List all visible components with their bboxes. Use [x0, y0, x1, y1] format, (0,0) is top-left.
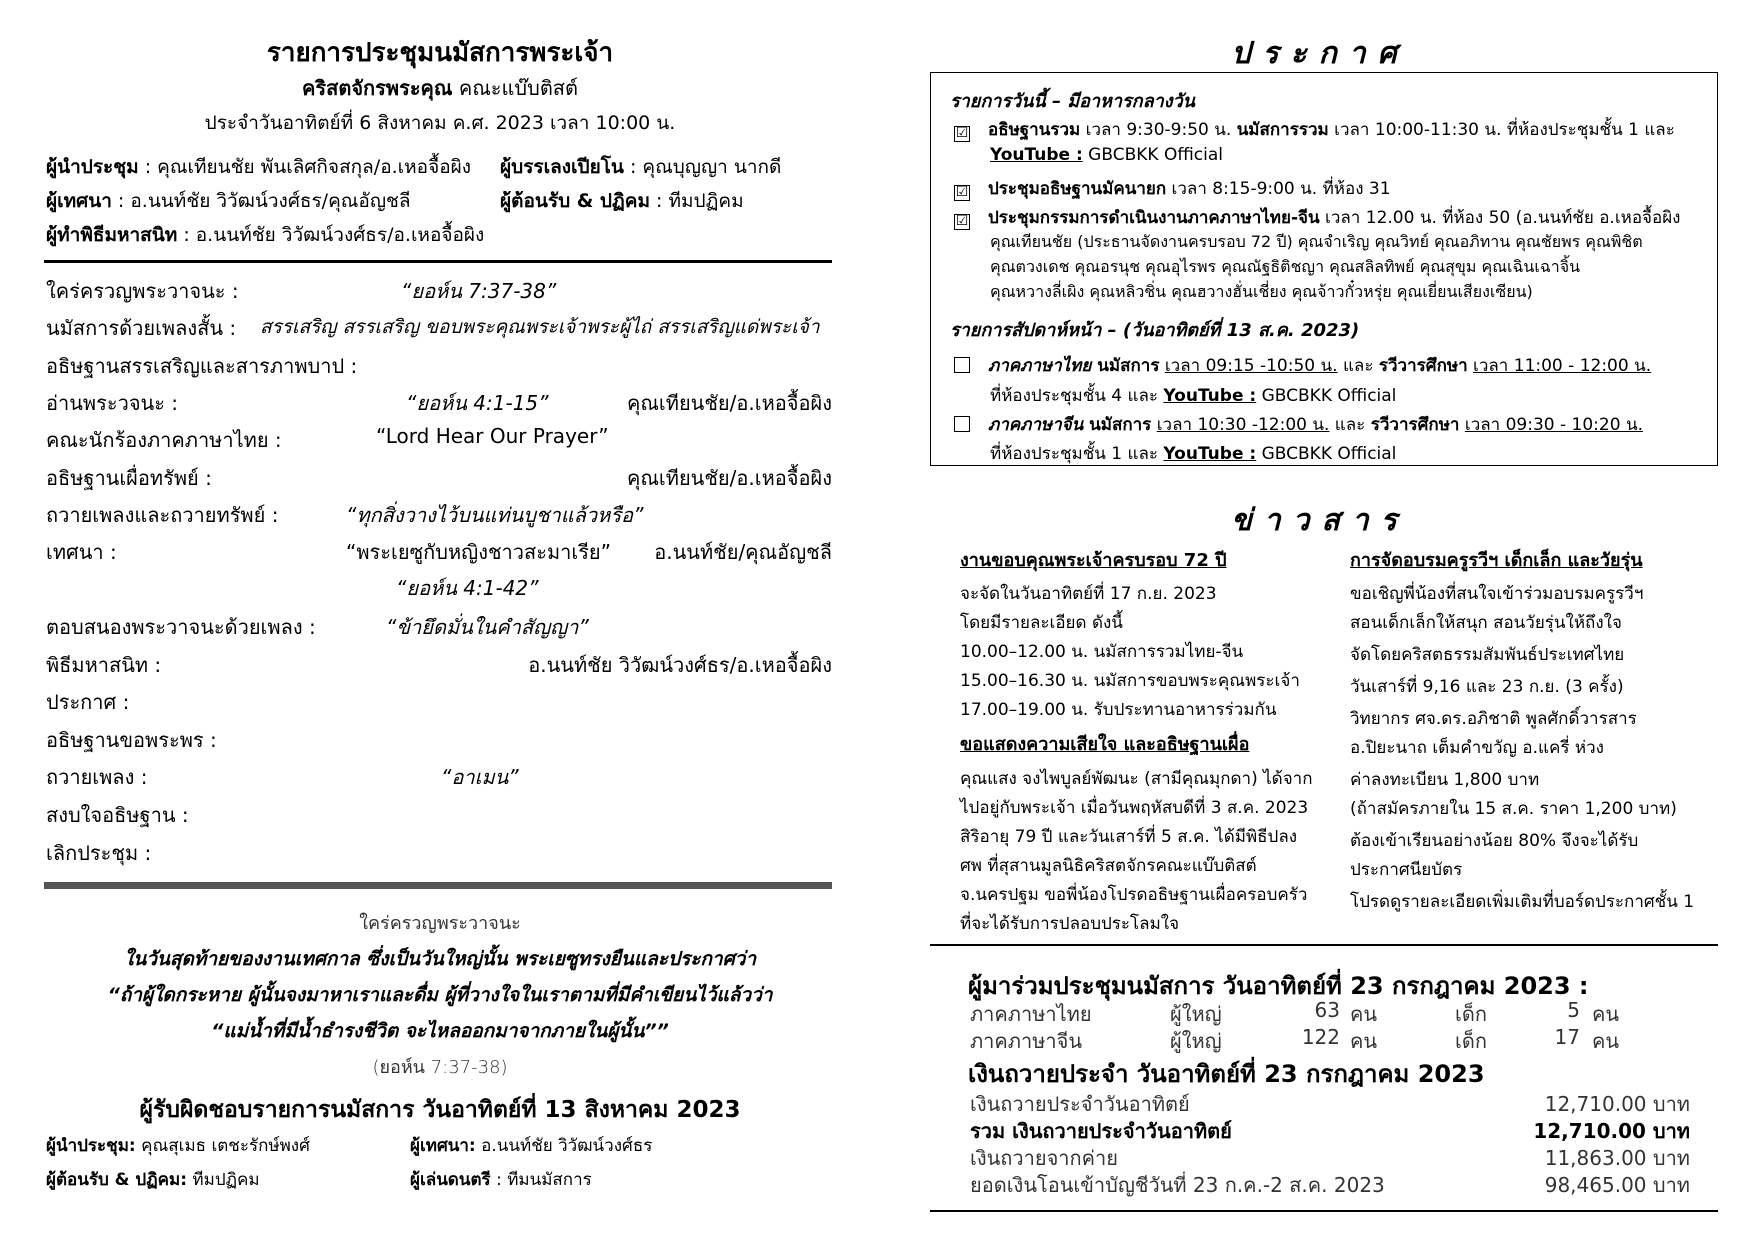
order-item: เทศนา : “พระเยซูกับหญิงชาวสะมาเรีย” อ.นนท์ชัย/คุณอัญชลี [46, 540, 832, 564]
next-week-heading: ผู้รับผิดชอบรายการนมัสการ วันอาทิตย์ที่ 13 สิงหาคม 2023 [139, 1097, 741, 1123]
next-week-item-location: ที่ห้องประชุมชั้น 1 และ YouTube : GBCBKK Official [990, 444, 1397, 464]
meditation-heading: ใคร่ครวญพระวาจนะ [359, 913, 521, 934]
order-item: อธิษฐานขอพระพร : [46, 728, 217, 752]
offering-heading: เงินถวายประจำ วันอาทิตย์ที่ 23 กรกฎาคม 2023 [968, 1060, 1485, 1088]
next-music: ผู้เล่นดนตรี : ทีมนมัสการ [410, 1170, 592, 1190]
news-heading: งานขอบคุณพระเจ้าครบรอบ 72 ปี [960, 550, 1227, 571]
divider [44, 260, 832, 263]
news-line: ศพ ที่สุสานมูลนิธิคริสตจักรคณะแบ๊บติสต์ [960, 856, 1257, 876]
news-line: ประกาศนียบัตร [1350, 860, 1463, 880]
news-line: อ.ปิยะนาถ เต็มคำขวัญ อ.แครี่ ห่วง [1350, 738, 1604, 758]
checkbox-checked-icon: ☑ [955, 213, 969, 229]
role-baptism: ผู้ทำพิธีมหาสนิท : อ.นนท์ชัย วิวัฒน์วงศ์ธร/อ.เหอจื้อผิง [46, 224, 485, 246]
service-date: ประจำวันอาทิตย์ที่ 6 สิงหาคม ค.ศ. 2023 เวลา 10:00 น. [204, 112, 676, 134]
news-line: (ถ้าสมัครภายใน 15 ส.ค. ราคา 1,200 บาท) [1350, 799, 1677, 819]
order-item: “ยอห์น 4:1-42” [396, 576, 539, 600]
news-heading: การจัดอบรมครูรวีฯ เด็กเล็ก และวัยรุ่น [1350, 550, 1643, 571]
attendance-heading: ผู้มาร่วมประชุมนมัสการ วันอาทิตย์ที่ 23 กรกฎาคม 2023 : [968, 972, 1589, 1000]
next-week-item-location: ที่ห้องประชุมชั้น 4 และ YouTube : GBCBKK Official [990, 386, 1397, 406]
next-week-item: ภาคภาษาจีน นมัสการ เวลา 10:30 -12:00 น. และ รวีวารศึกษา เวลา 09:30 - 10:20 น. [954, 411, 1643, 438]
announce-title: ประกาศ [1231, 36, 1409, 71]
news-line: 15.00–16.30 น. นมัสการขอบพระคุณพระเจ้า [960, 671, 1300, 691]
order-item: ตอบสนองพระวาจนะด้วยเพลง : “ข้ายึดมั่นในคำสัญญา” [46, 615, 589, 639]
committee-names: คุณเทียนชัย (ประธานจัดงานครบรอบ 72 ปี) คุณจำเริญ คุณวิทย์ คุณอภิทาน คุณชัยพร คุณพิชิต [990, 232, 1643, 251]
news-line: สิริอายุ 79 ปี และวันเสาร์ที่ 5 ส.ค. ได้มีพิธีปลง [960, 827, 1298, 847]
next-preacher: ผู้เทศนา: อ.นนท์ชัย วิวัฒน์วงศ์ธร [410, 1136, 653, 1156]
news-line: 17.00–19.00 น. รับประทานอาหารร่วมกัน [960, 700, 1277, 720]
news-line: ที่จะได้รับการปลอบประโลมใจ [960, 914, 1180, 934]
attendance-row: ภาคภาษาจีน ผู้ใหญ่ 122 คน เด็ก 17 คน [970, 1025, 1620, 1053]
news-line: สอนเด็กเล็กให้สนุก สอนวัยรุ่นให้ถึงใจ [1350, 613, 1622, 633]
thick-divider [44, 882, 832, 889]
order-item: ประกาศ : [46, 690, 130, 714]
next-leader: ผู้นำประชุม: คุณสุเมธ เตชะรักษ์พงศ์ [46, 1136, 310, 1156]
news-line: ขอเชิญพี่น้องที่สนใจเข้าร่วมอบรมครูรวีฯ [1350, 584, 1644, 604]
news-line: โดยมีรายละเอียด ดังนี้ [960, 613, 1123, 633]
next-usher: ผู้ต้อนรับ & ปฏิคม: ทีมปฏิคม [46, 1170, 260, 1190]
news-line: วันเสาร์ที่ 9,16 และ 23 ก.ย. (3 ครั้ง) [1350, 677, 1624, 697]
order-of-service-panel [0, 0, 860, 1241]
next-week-schedule-heading: รายการสัปดาห์หน้า – (วันอาทิตย์ที่ 13 ส.ค. 2023) [950, 320, 1360, 341]
meditation-line: “ถ้าผู้ใดกระหาย ผู้นั้นจงมาหาเราและดื่ม ผู้ที่วางใจในเราตามที่มีคำเขียนไว้แล้วว่า [107, 984, 773, 1006]
offering-row: เงินถวายจากค่าย 11,863.00 บาท [970, 1146, 1690, 1170]
order-item: ถวายเพลงและถวายทรัพย์ : “ทุกสิ่งวางไว้บนแท่นบูชาแล้วหรือ” [46, 503, 644, 527]
meditation-ref: (ยอห์น 7:37-38) [372, 1057, 508, 1078]
news-line: 10.00–12.00 น. นมัสการรวมไทย-จีน [960, 642, 1244, 662]
role-preacher: ผู้เทศนา : อ.นนท์ชัย วิวัฒน์วงศ์ธร/คุณอัญชลี [46, 190, 411, 212]
news-line: จะจัดในวันอาทิตย์ที่ 17 ก.ย. 2023 [960, 584, 1217, 604]
checkbox-icon [954, 357, 970, 373]
today-item: ☑ อธิษฐานรวม เวลา 9:30-9:50 น. นมัสการรวม เวลา 10:00-11:30 น. ที่ห้องประชุมชั้น 1 และ [955, 120, 1675, 141]
offering-row: เงินถวายประจำวันอาทิตย์ 12,710.00 บาท [970, 1092, 1690, 1116]
news-line: ต้องเข้าเรียนอย่างน้อย 80% จึงจะได้รับ [1350, 831, 1639, 851]
divider [930, 1210, 1718, 1212]
news-line: จ.นครปฐม ขอพี่น้องโปรดอธิษฐานเผื่อครอบครัว [960, 885, 1308, 905]
role-leader: ผู้นำประชุม : คุณเทียนชัย พันเลิศกิจสกุล/อ.เหอจื้อผิง [46, 156, 472, 178]
next-week-item: ภาคภาษาไทย นมัสการ เวลา 09:15 -10:50 น. และ รวีวารศึกษา เวลา 11:00 - 12:00 น. [954, 352, 1651, 379]
news-line: จัดโดยคริสตธรรมสัมพันธ์ประเทศไทย [1350, 645, 1625, 665]
today-item: ☑ ประชุมอธิษฐานมัคนายก เวลา 8:15-9:00 น. ที่ห้อง 31 [955, 179, 1391, 200]
offering-total-row: รวม เงินถวายประจำวันอาทิตย์ 12,710.00 บาท [970, 1119, 1690, 1143]
order-item: ใคร่ครวญพระวาจนะ : “ยอห์น 7:37-38” [46, 279, 557, 303]
church-name: คริสตจักรพระคุณ คณะแบ๊บติสต์ [302, 76, 578, 100]
checkbox-checked-icon: ☑ [955, 125, 969, 141]
order-item: ถวายเพลง : “อาเมน” [46, 765, 519, 789]
news-line: ค่าลงทะเบียน 1,800 บาท [1350, 770, 1540, 790]
page-title: รายการประชุมนมัสการพระเจ้า [266, 38, 614, 68]
divider [930, 944, 1718, 946]
checkbox-icon [954, 416, 970, 432]
news-title: ข่าวสาร [1231, 503, 1409, 538]
checkbox-checked-icon: ☑ [955, 184, 969, 200]
news-line: วิทยากร ศจ.ดร.อภิชาติ พูลศักดิ์วารสาร [1350, 709, 1637, 729]
today-item: ☑ ประชุมกรรมการดำเนินงานภาคภาษาไทย-จีน เวลา 12.00 น. ที่ห้อง 50 (อ.นนท์ชัย อ.เหอจื้อผิง [955, 208, 1681, 229]
order-item: คณะนักร้องภาคภาษาไทย : “Lord Hear Our Prayer” [46, 424, 609, 452]
news-line: โปรดดูรายละเอียดเพิ่มเติมที่บอร์ดประกาศชั้น 1 [1350, 892, 1695, 912]
order-item: สงบใจอธิษฐาน : [46, 803, 189, 827]
order-item: อ่านพระวจนะ : “ยอห์น 4:1-15” คุณเทียนชัย/อ.เหอจื้อผิง [46, 391, 832, 415]
meditation-line: ในวันสุดท้ายของงานเทศกาล ซึ่งเป็นวันใหญ่นั้น พระเยซูทรงยืนและประกาศว่า [124, 948, 756, 970]
news-line: คุณแสง จงไพบูลย์พัฒนะ (สามีคุณมุกดา) ได้จาก [960, 769, 1313, 789]
order-item: นมัสการด้วยเพลงสั้น : สรรเสริญ สรรเสริญ ขอบพระคุณพระเจ้าพระผู้ไถ่ สรรเสริญแด่พระเจ้า [46, 316, 820, 340]
today-item-youtube: YouTube : GBCBKK Official [990, 145, 1223, 165]
meditation-line: “แม่น้ำที่มีน้ำธำรงชีวิต จะไหลออกมาจากภายในผู้นั้น”” [211, 1020, 669, 1042]
role-usher: ผู้ต้อนรับ & ปฏิคม : ทีมปฏิคม [500, 190, 744, 212]
order-item: อธิษฐานสรรเสริญและสารภาพบาป : [46, 354, 358, 378]
news-line: ไปอยู่กับพระเจ้า เมื่อวันพฤหัสบดีที่ 3 ส.ค. 2023 [960, 798, 1309, 818]
news-heading: ขอแสดงความเสียใจ และอธิษฐานเผื่อ [960, 734, 1250, 755]
committee-names: คุณหวางลี่เผิง คุณหลิวชิ่น คุณฮวางฮั่นเชี่ยง คุณจ้าวกั๋วหรุ่ย คุณเยี่ยนเสียงเซียน) [990, 282, 1533, 301]
committee-names: คุณตวงเดช คุณอรนุช คุณอุไรพร คุณณัฐธิติชญา คุณสลิลทิพย์ คุณสุขุม คุณเฉินเฉาจิ้น [990, 257, 1581, 276]
order-item: อธิษฐานเผื่อทรัพย์ : คุณเทียนชัย/อ.เหอจื้อผิง [46, 466, 832, 490]
order-item: พิธีมหาสนิท : อ.นนท์ชัย วิวัฒน์วงศ์ธร/อ.เหอจื้อผิง [46, 653, 832, 677]
today-heading: รายการวันนี้ – มีอาหารกลางวัน [950, 91, 1195, 112]
role-piano: ผู้บรรเลงเปียโน : คุณบุญญา นากดี [500, 156, 782, 178]
order-item: เลิกประชุม : [46, 841, 152, 865]
offering-row: ยอดเงินโอนเข้าบัญชีวันที่ 23 ก.ค.-2 ส.ค. 2023 98,465.00 บาท [970, 1173, 1690, 1197]
attendance-row: ภาคภาษาไทย ผู้ใหญ่ 63 คน เด็ก 5 คน [970, 998, 1620, 1026]
